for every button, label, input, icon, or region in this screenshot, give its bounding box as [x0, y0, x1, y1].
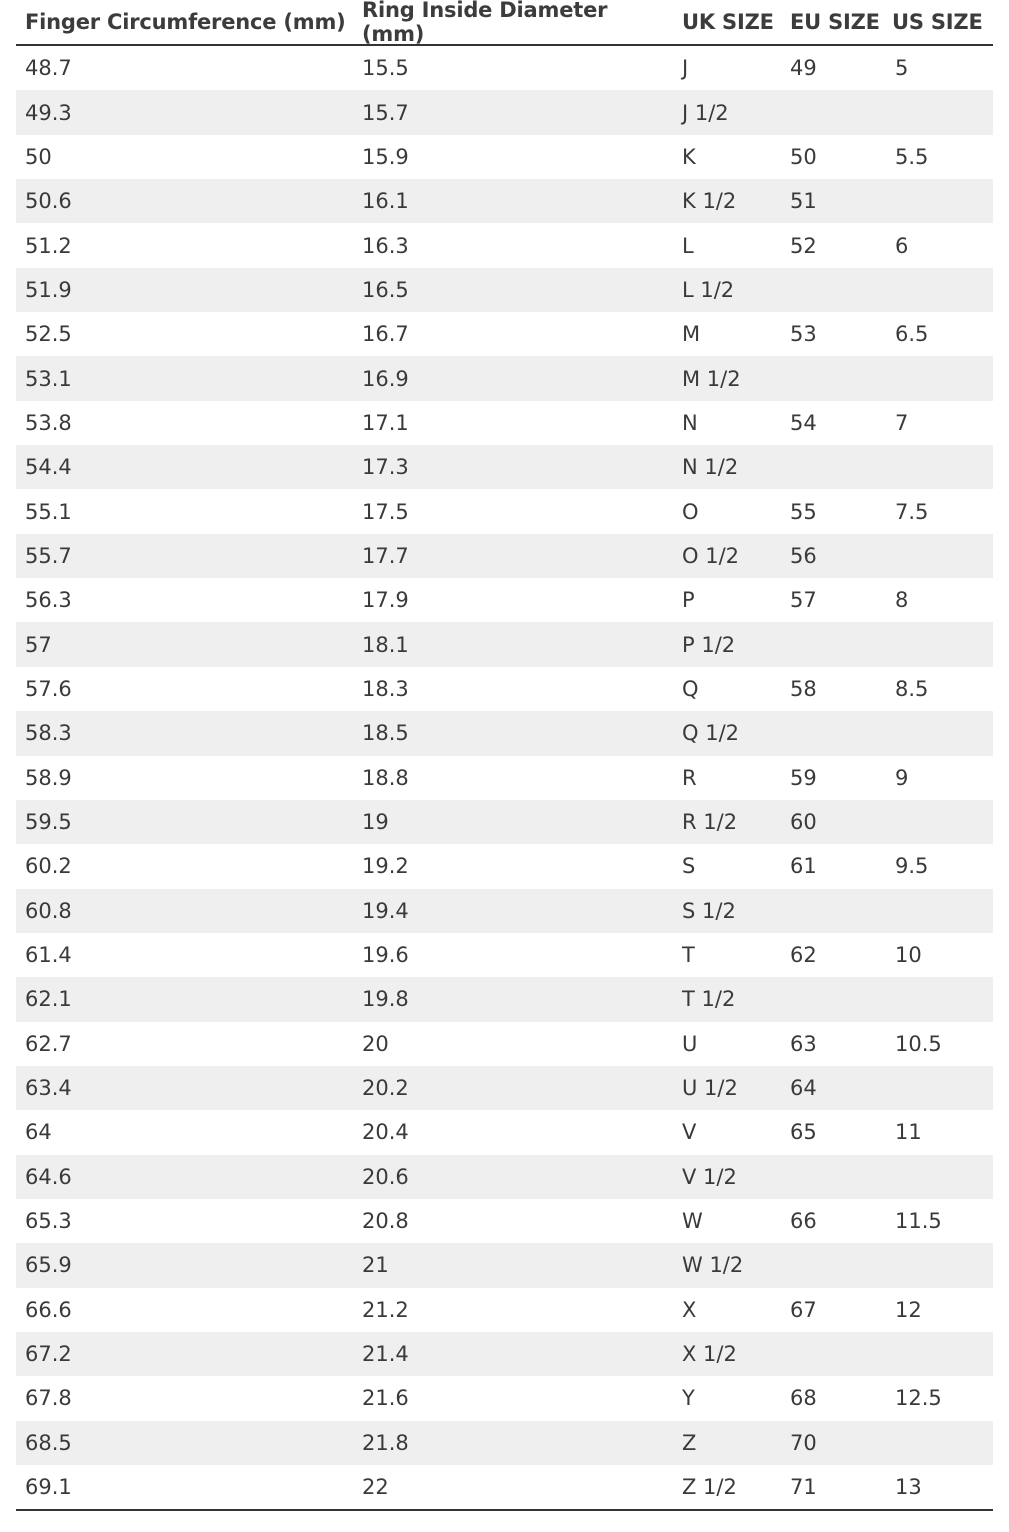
table-row — [16, 756, 993, 800]
cell-finger-circumference: 67.8 — [25, 1386, 72, 1411]
cell-finger-circumference: 65.9 — [25, 1253, 72, 1278]
cell-ring-inside-diameter: 20.6 — [362, 1164, 409, 1189]
cell-eu-size: 52 — [790, 233, 817, 258]
cell-finger-circumference: 60.2 — [25, 854, 72, 879]
cell-uk-size: R — [682, 765, 697, 790]
cell-uk-size: Y — [682, 1386, 695, 1411]
table-row — [16, 1288, 993, 1332]
table-row — [16, 268, 993, 312]
table-header — [16, 0, 993, 46]
cell-finger-circumference: 49.3 — [25, 100, 72, 125]
cell-ring-inside-diameter: 16.3 — [362, 233, 409, 258]
cell-finger-circumference: 64 — [25, 1120, 52, 1145]
cell-eu-size: 54 — [790, 410, 817, 435]
ring-size-table — [16, 0, 993, 1511]
cell-ring-inside-diameter: 16.9 — [362, 366, 409, 391]
cell-uk-size: W — [682, 1209, 703, 1234]
cell-finger-circumference: 52.5 — [25, 322, 72, 347]
cell-finger-circumference: 50 — [25, 144, 52, 169]
cell-us-size: 11 — [895, 1120, 922, 1145]
cell-finger-circumference: 56.3 — [25, 588, 72, 613]
cell-eu-size: 67 — [790, 1297, 817, 1322]
cell-us-size: 8.5 — [895, 676, 929, 701]
cell-ring-inside-diameter: 16.1 — [362, 189, 409, 214]
cell-finger-circumference: 54.4 — [25, 455, 72, 480]
cell-uk-size: Z 1/2 — [682, 1475, 737, 1500]
cell-uk-size: V 1/2 — [682, 1164, 737, 1189]
table-row — [16, 622, 993, 666]
cell-ring-inside-diameter: 15.7 — [362, 100, 409, 125]
cell-uk-size: L — [682, 233, 694, 258]
table-row — [16, 223, 993, 267]
cell-finger-circumference: 57 — [25, 632, 52, 657]
table-row — [16, 445, 993, 489]
cell-ring-inside-diameter: 20.4 — [362, 1120, 409, 1145]
cell-finger-circumference: 63.4 — [25, 1076, 72, 1101]
cell-eu-size: 60 — [790, 810, 817, 835]
cell-ring-inside-diameter: 17.9 — [362, 588, 409, 613]
cell-eu-size: 56 — [790, 543, 817, 568]
table-row — [16, 1243, 993, 1287]
cell-uk-size: T 1/2 — [682, 987, 736, 1012]
cell-uk-size: N — [682, 410, 698, 435]
table-row — [16, 1022, 993, 1066]
cell-ring-inside-diameter: 15.5 — [362, 56, 409, 81]
table-row — [16, 1199, 993, 1243]
cell-eu-size: 58 — [790, 676, 817, 701]
cell-uk-size: X 1/2 — [682, 1342, 737, 1367]
cell-uk-size: P — [682, 588, 695, 613]
table-bottom-rule — [16, 1509, 993, 1511]
cell-ring-inside-diameter: 21.2 — [362, 1297, 409, 1322]
header-eu-size: EU SIZE — [790, 10, 880, 34]
cell-uk-size: S — [682, 854, 696, 879]
cell-uk-size: U — [682, 1031, 698, 1056]
table-row — [16, 977, 993, 1021]
cell-finger-circumference: 67.2 — [25, 1342, 72, 1367]
cell-eu-size: 71 — [790, 1475, 817, 1500]
cell-ring-inside-diameter: 18.8 — [362, 765, 409, 790]
cell-finger-circumference: 58.9 — [25, 765, 72, 790]
table-row — [16, 90, 993, 134]
header-finger-circumference: Finger Circumference (mm) — [25, 10, 346, 34]
cell-ring-inside-diameter: 18.5 — [362, 721, 409, 746]
cell-finger-circumference: 60.8 — [25, 898, 72, 923]
cell-finger-circumference: 55.7 — [25, 543, 72, 568]
cell-ring-inside-diameter: 17.5 — [362, 499, 409, 524]
cell-ring-inside-diameter: 21 — [362, 1253, 389, 1278]
table-row — [16, 401, 993, 445]
cell-ring-inside-diameter: 20.2 — [362, 1076, 409, 1101]
cell-us-size: 12.5 — [895, 1386, 942, 1411]
cell-finger-circumference: 65.3 — [25, 1209, 72, 1234]
cell-finger-circumference: 69.1 — [25, 1475, 72, 1500]
cell-eu-size: 63 — [790, 1031, 817, 1056]
cell-finger-circumference: 59.5 — [25, 810, 72, 835]
cell-ring-inside-diameter: 22 — [362, 1475, 389, 1500]
table-row — [16, 889, 993, 933]
cell-uk-size: Q 1/2 — [682, 721, 740, 746]
header-us-size: US SIZE — [892, 10, 983, 34]
table-row — [16, 356, 993, 400]
cell-us-size: 11.5 — [895, 1209, 942, 1234]
cell-us-size: 6.5 — [895, 322, 929, 347]
table-row — [16, 1376, 993, 1420]
cell-uk-size: U 1/2 — [682, 1076, 738, 1101]
cell-finger-circumference: 53.1 — [25, 366, 72, 391]
cell-ring-inside-diameter: 19.6 — [362, 943, 409, 968]
table-row — [16, 46, 993, 90]
cell-eu-size: 65 — [790, 1120, 817, 1145]
cell-eu-size: 53 — [790, 322, 817, 347]
cell-finger-circumference: 55.1 — [25, 499, 72, 524]
cell-uk-size: J 1/2 — [682, 100, 729, 125]
header-ring-inside-diameter: Ring Inside Diameter (mm) — [362, 0, 608, 46]
cell-eu-size: 59 — [790, 765, 817, 790]
cell-us-size: 6 — [895, 233, 909, 258]
cell-eu-size: 66 — [790, 1209, 817, 1234]
table-row — [16, 844, 993, 888]
table-body — [16, 46, 993, 1509]
cell-finger-circumference: 68.5 — [25, 1430, 72, 1455]
cell-finger-circumference: 62.7 — [25, 1031, 72, 1056]
table-row — [16, 312, 993, 356]
table-row — [16, 1066, 993, 1110]
cell-us-size: 9 — [895, 765, 909, 790]
cell-ring-inside-diameter: 20 — [362, 1031, 389, 1056]
cell-uk-size: O 1/2 — [682, 543, 740, 568]
table-row — [16, 578, 993, 622]
cell-uk-size: O — [682, 499, 699, 524]
table-row — [16, 1332, 993, 1376]
cell-eu-size: 49 — [790, 56, 817, 81]
table-row — [16, 489, 993, 533]
cell-us-size: 8 — [895, 588, 909, 613]
cell-eu-size: 62 — [790, 943, 817, 968]
cell-uk-size: K 1/2 — [682, 189, 737, 214]
cell-uk-size: R 1/2 — [682, 810, 738, 835]
cell-finger-circumference: 58.3 — [25, 721, 72, 746]
cell-uk-size: P 1/2 — [682, 632, 736, 657]
cell-us-size: 9.5 — [895, 854, 929, 879]
cell-us-size: 7 — [895, 410, 909, 435]
header-uk-size: UK SIZE — [682, 10, 774, 34]
cell-us-size: 12 — [895, 1297, 922, 1322]
cell-eu-size: 64 — [790, 1076, 817, 1101]
cell-us-size: 5 — [895, 56, 909, 81]
cell-finger-circumference: 50.6 — [25, 189, 72, 214]
cell-ring-inside-diameter: 19 — [362, 810, 389, 835]
cell-uk-size: X — [682, 1297, 697, 1322]
cell-ring-inside-diameter: 19.8 — [362, 987, 409, 1012]
cell-uk-size: W 1/2 — [682, 1253, 744, 1278]
table-row — [16, 1421, 993, 1465]
table-row — [16, 1155, 993, 1199]
cell-uk-size: K — [682, 144, 696, 169]
table-row — [16, 800, 993, 844]
cell-us-size: 13 — [895, 1475, 922, 1500]
cell-eu-size: 57 — [790, 588, 817, 613]
cell-eu-size: 61 — [790, 854, 817, 879]
cell-uk-size: L 1/2 — [682, 277, 735, 302]
table-row — [16, 1465, 993, 1509]
table-row — [16, 667, 993, 711]
cell-uk-size: S 1/2 — [682, 898, 736, 923]
table-row — [16, 933, 993, 977]
cell-ring-inside-diameter: 21.8 — [362, 1430, 409, 1455]
cell-ring-inside-diameter: 20.8 — [362, 1209, 409, 1234]
cell-ring-inside-diameter: 17.1 — [362, 410, 409, 435]
cell-eu-size: 68 — [790, 1386, 817, 1411]
cell-uk-size: M 1/2 — [682, 366, 741, 391]
cell-finger-circumference: 51.9 — [25, 277, 72, 302]
table-row — [16, 711, 993, 755]
cell-us-size: 10 — [895, 943, 922, 968]
cell-us-size: 10.5 — [895, 1031, 942, 1056]
cell-ring-inside-diameter: 17.3 — [362, 455, 409, 480]
cell-ring-inside-diameter: 18.3 — [362, 676, 409, 701]
cell-ring-inside-diameter: 18.1 — [362, 632, 409, 657]
cell-uk-size: N 1/2 — [682, 455, 739, 480]
cell-uk-size: Q — [682, 676, 699, 701]
cell-ring-inside-diameter: 19.4 — [362, 898, 409, 923]
cell-finger-circumference: 66.6 — [25, 1297, 72, 1322]
table-row — [16, 1110, 993, 1154]
cell-finger-circumference: 62.1 — [25, 987, 72, 1012]
cell-uk-size: T — [682, 943, 695, 968]
cell-eu-size: 70 — [790, 1430, 817, 1455]
cell-ring-inside-diameter: 17.7 — [362, 543, 409, 568]
cell-ring-inside-diameter: 19.2 — [362, 854, 409, 879]
cell-us-size: 5.5 — [895, 144, 929, 169]
cell-finger-circumference: 64.6 — [25, 1164, 72, 1189]
cell-eu-size: 51 — [790, 189, 817, 214]
cell-finger-circumference: 57.6 — [25, 676, 72, 701]
cell-finger-circumference: 53.8 — [25, 410, 72, 435]
cell-uk-size: M — [682, 322, 701, 347]
cell-finger-circumference: 48.7 — [25, 56, 72, 81]
table-row — [16, 534, 993, 578]
cell-finger-circumference: 61.4 — [25, 943, 72, 968]
cell-eu-size: 55 — [790, 499, 817, 524]
cell-uk-size: Z — [682, 1430, 697, 1455]
table-row — [16, 135, 993, 179]
cell-us-size: 7.5 — [895, 499, 929, 524]
cell-ring-inside-diameter: 21.6 — [362, 1386, 409, 1411]
cell-eu-size: 50 — [790, 144, 817, 169]
cell-ring-inside-diameter: 15.9 — [362, 144, 409, 169]
cell-ring-inside-diameter: 21.4 — [362, 1342, 409, 1367]
cell-uk-size: J — [682, 56, 689, 81]
cell-ring-inside-diameter: 16.7 — [362, 322, 409, 347]
cell-uk-size: V — [682, 1120, 697, 1145]
cell-ring-inside-diameter: 16.5 — [362, 277, 409, 302]
table-row — [16, 179, 993, 223]
cell-finger-circumference: 51.2 — [25, 233, 72, 258]
